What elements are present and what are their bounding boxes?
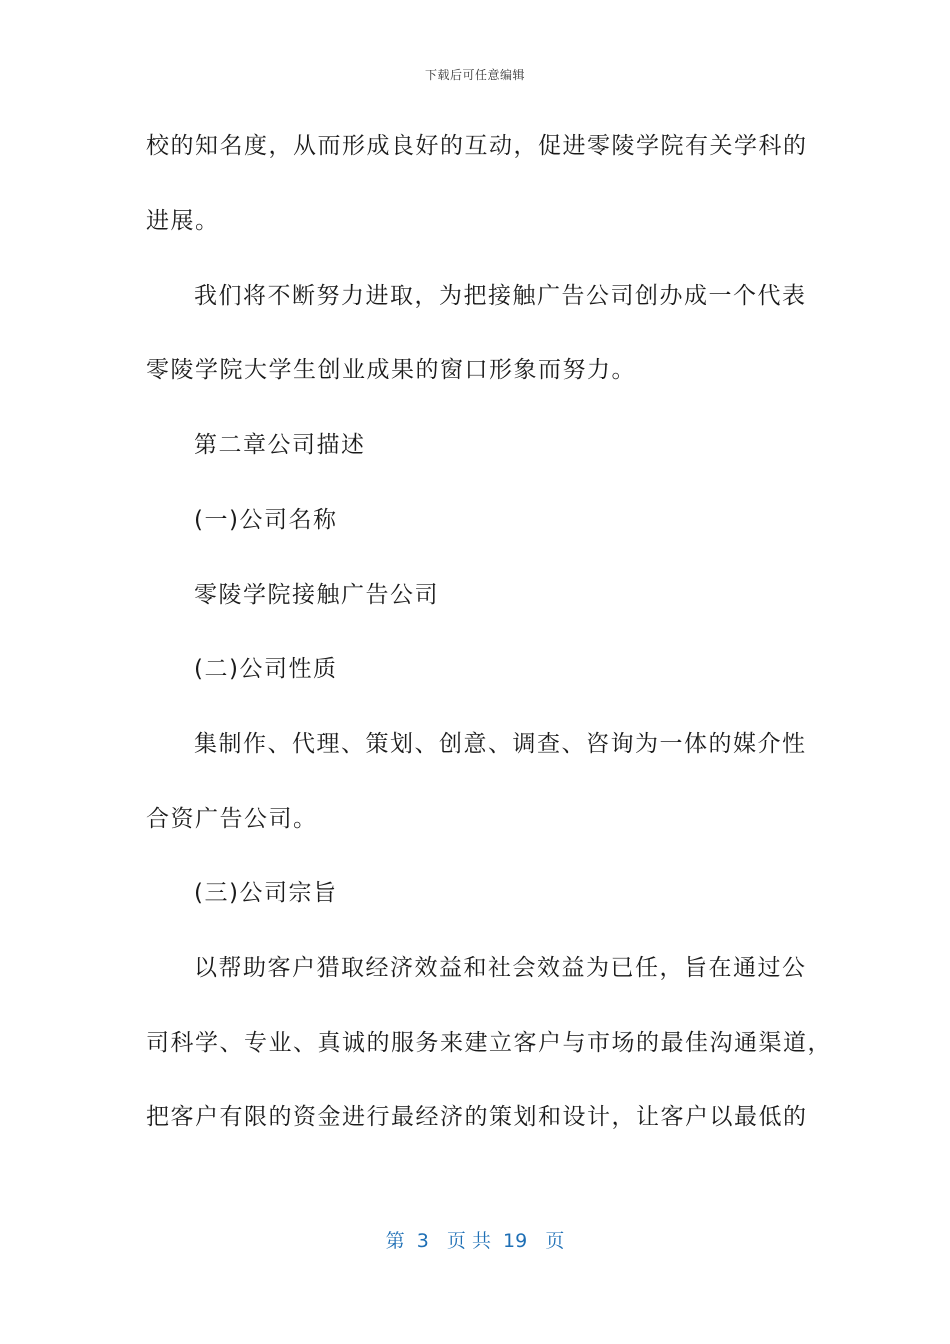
chapter-heading: 第二章公司描述: [194, 432, 366, 458]
section-heading: (二)公司性质: [194, 656, 338, 682]
body-line: 我们将不断努力进取，为把接触广告公司创办成一个代表: [194, 283, 807, 309]
section-heading: (一)公司名称: [194, 507, 338, 533]
body-line: 以帮助客户猎取经济效益和社会效益为已任，旨在通过公: [194, 955, 807, 981]
section-heading: (三)公司宗旨: [194, 880, 338, 906]
body-line: 零陵学院接触广告公司: [194, 582, 439, 608]
body-line: 集制作、代理、策划、创意、调查、咨询为一体的媒介性: [194, 731, 807, 757]
body-line: 把客户有限的资金进行最经济的策划和设计，让客户以最低的: [146, 1104, 808, 1130]
body-line: 零陵学院大学生创业成果的窗口形象而努力。: [146, 357, 636, 383]
body-line: 校的知名度，从而形成良好的互动，促进零陵学院有关学科的: [146, 133, 808, 159]
body-line: 进展。: [146, 208, 220, 234]
page-header: 下载后可任意编辑: [424, 68, 525, 82]
body-line: 司科学、专业、真诚的服务来建立客户与市场的最佳沟通渠道，: [146, 1030, 832, 1056]
page-footer: 第 3 页 共 19 页: [385, 1230, 565, 1252]
body-line: 合资广告公司。: [146, 806, 318, 832]
